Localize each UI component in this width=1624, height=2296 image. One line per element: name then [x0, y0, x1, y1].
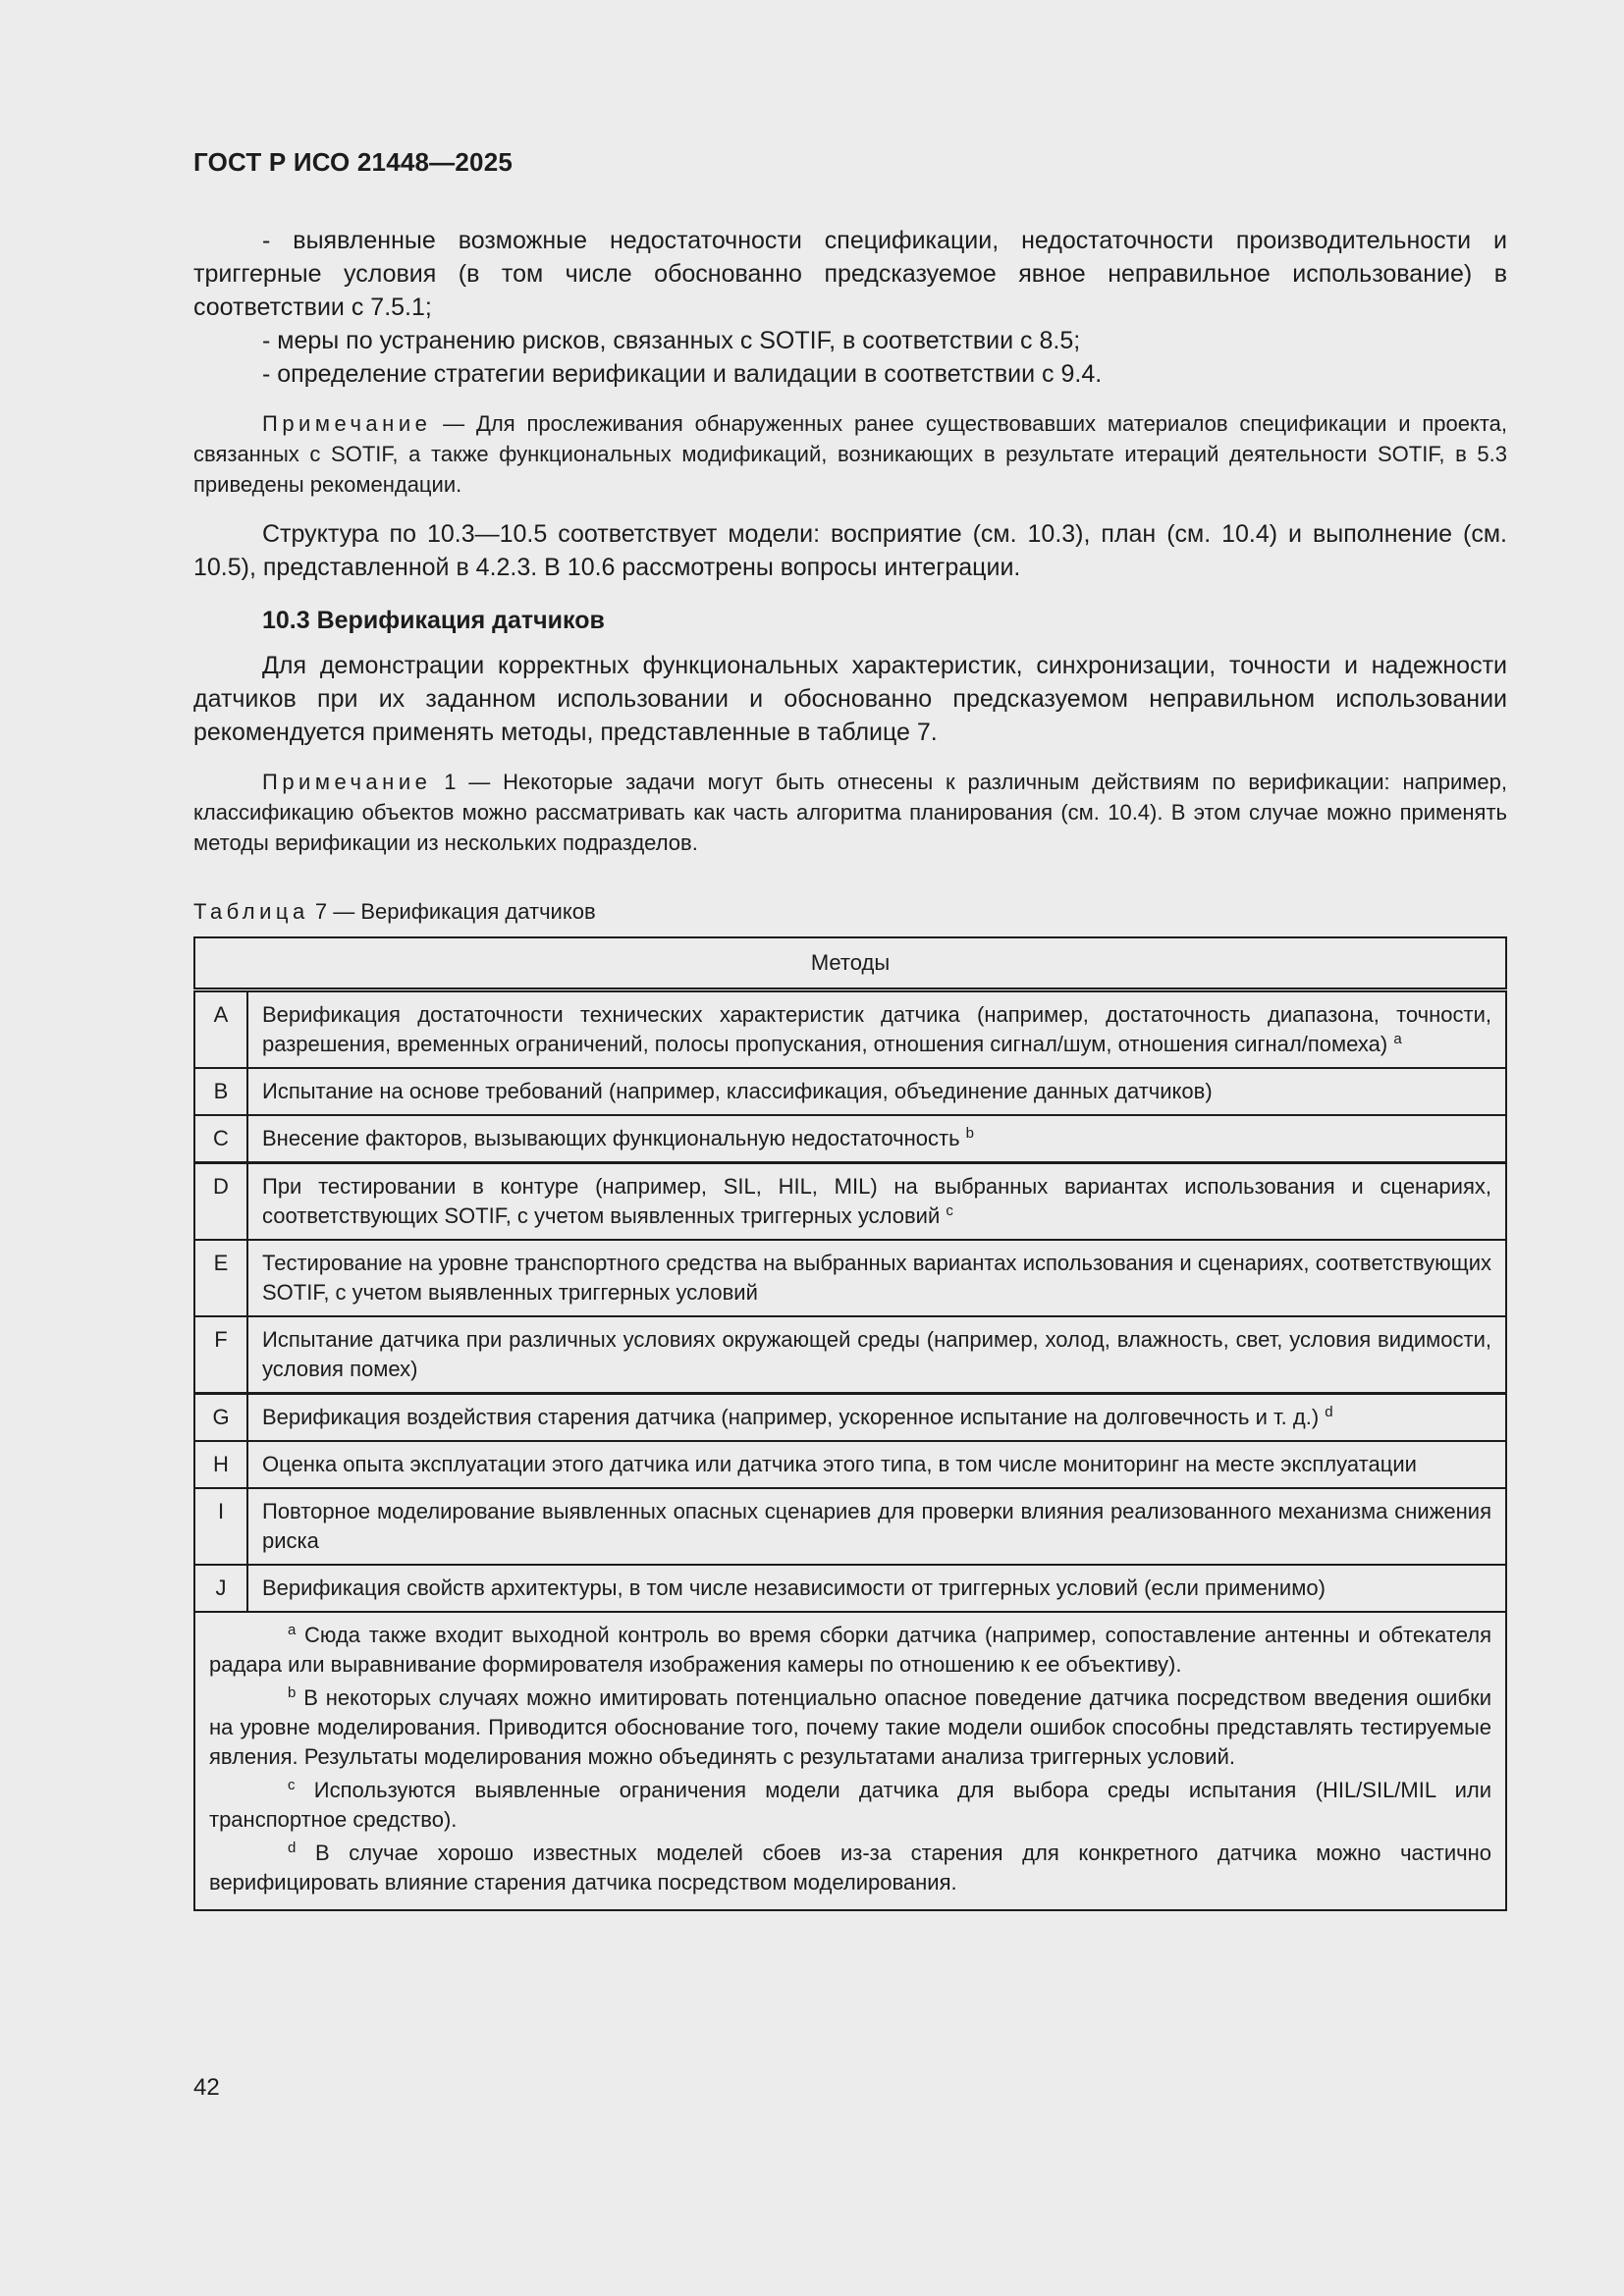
method-description	[247, 1115, 1506, 1163]
footnote-text: Сюда также входит выходной контроль во время сборки датчика (например, сопоставление антенны и обтекателя радара или выравнивание формирователя изображения камеры по отношению к ее объективу).	[209, 1623, 1491, 1677]
footnote-text: В случае хорошо известных моделей сбоев из-за старения для конкретного датчика можно частично верифицировать влияние старения датчика посредством моделирования.	[209, 1841, 1491, 1895]
table-row	[194, 1115, 1506, 1163]
structure-paragraph: Структура по 10.3—10.5 соответствует модели: восприятие (см. 10.3), план (см. 10.4) и выполнение (см. 10.5), представленной в 4.2.3. В 10.6 рассмотрены вопросы интеграции.	[193, 520, 1507, 581]
footnote	[209, 1683, 1491, 1772]
method-letter: B	[194, 1068, 247, 1115]
method-text: Испытание датчика при различных условиях окружающей среды (например, холод, влажность, свет, условия видимости, условия помех)	[262, 1327, 1491, 1381]
method-description	[247, 990, 1506, 1069]
method-text: Оценка опыта эксплуатации этого датчика или датчика этого типа, в том числе мониторинг на месте эксплуатации	[262, 1452, 1417, 1476]
document-header: ГОСТ Р ИСО 21448—2025	[193, 147, 514, 177]
footnote-text: В некоторых случаях можно имитировать потенциально опасное поведение датчика посредством введения ошибки на уровне моделирования. Приводится обоснование того, почему такие модели ошибок способны представлять тестируемые явления. Результаты моделирования можно объединять с результатами анализа триггерных условий.	[209, 1685, 1491, 1769]
table-row	[194, 990, 1506, 1069]
footnote-ref: d	[1325, 1404, 1333, 1420]
table-row	[194, 1565, 1506, 1612]
table-row	[194, 1441, 1506, 1488]
table-row	[194, 1068, 1506, 1115]
method-description	[247, 1163, 1506, 1241]
method-text: Испытание на основе требований (например, классификация, объединение данных датчиков)	[262, 1079, 1213, 1103]
table-row	[194, 1163, 1506, 1241]
table-footnotes-row	[194, 1612, 1506, 1910]
section-note	[193, 767, 1507, 858]
note-label: Примечание	[262, 411, 432, 436]
bullet-item: - выявленные возможные недостаточности спецификации, недостаточности производительности и триггерные условия (в том числе обоснованно предсказуемое явное неправильное использование) в соответствии с 7.5.1;	[193, 227, 1507, 321]
method-description	[247, 1068, 1506, 1115]
footnote-mark: b	[288, 1684, 297, 1701]
method-description	[247, 1240, 1506, 1316]
method-text: При тестировании в контуре (например, SIL, HIL, MIL) на выбранных вариантах использования и сценариях, соответствующих SOTIF, с учетом выявленных триггерных условий	[262, 1174, 1491, 1228]
method-description	[247, 1488, 1506, 1565]
method-text: Внесение факторов, вызывающих функциональную недостаточность	[262, 1126, 960, 1150]
method-text: Тестирование на уровне транспортного средства на выбранных вариантах использования и сценариях, соответствующих SOTIF, с учетом выявленных триггерных условий	[262, 1251, 1491, 1305]
method-text: Верификация достаточности технических характеристик датчика (например, достаточность диапазона, точности, разрешения, временных ограничений, полосы пропускания, отношения сигнал/шум, отношения сигнал/помеха)	[262, 1002, 1491, 1056]
method-text: Верификация свойств архитектуры, в том числе независимости от триггерных условий (если применимо)	[262, 1575, 1326, 1600]
section-heading: 10.3 Верификация датчиков	[262, 607, 605, 634]
table-caption	[193, 897, 1507, 927]
footnote-ref: a	[1393, 1031, 1402, 1047]
method-description	[247, 1441, 1506, 1488]
document-body	[193, 224, 1507, 1911]
method-text: Верификация воздействия старения датчика (например, ускоренное испытание на долговечность и т. д.)	[262, 1405, 1320, 1429]
method-letter: D	[194, 1163, 247, 1241]
footnote-mark: c	[288, 1777, 296, 1793]
table-row	[194, 1240, 1506, 1316]
table-footnotes	[194, 1612, 1506, 1910]
method-description	[247, 1565, 1506, 1612]
method-letter: G	[194, 1394, 247, 1442]
bullet-item: - определение стратегии верификации и валидации в соответствии с 9.4.	[262, 360, 1103, 388]
method-letter: C	[194, 1115, 247, 1163]
footnote	[209, 1776, 1491, 1835]
table-header-cell: Методы	[194, 937, 1506, 990]
method-letter: J	[194, 1565, 247, 1612]
table-caption-text: 7 — Верификация датчиков	[308, 899, 596, 924]
table-caption-label: Таблица	[193, 899, 309, 924]
method-letter: I	[194, 1488, 247, 1565]
section-paragraph: Для демонстрации корректных функциональных характеристик, синхронизации, точности и надежности датчиков при их заданном использовании и обоснованно предсказуемом неправильном использовании рекомендуется применять методы, представленные в таблице 7.	[193, 652, 1507, 746]
note-paragraph	[193, 408, 1507, 500]
method-description	[247, 1316, 1506, 1394]
footnote-ref: c	[946, 1202, 953, 1219]
method-description	[247, 1394, 1506, 1442]
table-row	[194, 1394, 1506, 1442]
note-text: — Для прослеживания обнаруженных ранее существовавших материалов спецификации и проекта, связанных с SOTIF, а также функциональных модификаций, возникающих в результате итераций деятельности SOTIF, в 5.3 приведены рекомендации.	[193, 411, 1507, 497]
footnote	[209, 1621, 1491, 1680]
footnote-ref: b	[965, 1125, 974, 1142]
method-letter: H	[194, 1441, 247, 1488]
method-letter: E	[194, 1240, 247, 1316]
footnote-text: Используются выявленные ограничения модели датчика для выбора среды испытания (HIL/SIL/MIL или транспортное средство).	[209, 1778, 1491, 1832]
method-text: Повторное моделирование выявленных опасных сценариев для проверки влияния реализованного механизма снижения риска	[262, 1499, 1491, 1553]
note-text: 1 — Некоторые задачи могут быть отнесены к различным действиям по верификации: например, классификацию объектов можно рассматривать как часть алгоритма планирования (см. 10.4). В этом случае можно применять методы верификации из нескольких подразделов.	[193, 770, 1507, 855]
table-row	[194, 1488, 1506, 1565]
bullet-item: - меры по устранению рисков, связанных с SOTIF, в соответствии с 8.5;	[262, 327, 1081, 354]
method-letter: A	[194, 990, 247, 1069]
note-label: Примечание	[262, 770, 432, 794]
page-number: 42	[193, 2074, 220, 2101]
method-letter: F	[194, 1316, 247, 1394]
footnote-mark: a	[288, 1622, 297, 1638]
footnote	[209, 1839, 1491, 1897]
table-row	[194, 1316, 1506, 1394]
methods-table	[193, 936, 1507, 1911]
footnote-mark: d	[288, 1840, 297, 1856]
table-header-row	[194, 937, 1506, 990]
